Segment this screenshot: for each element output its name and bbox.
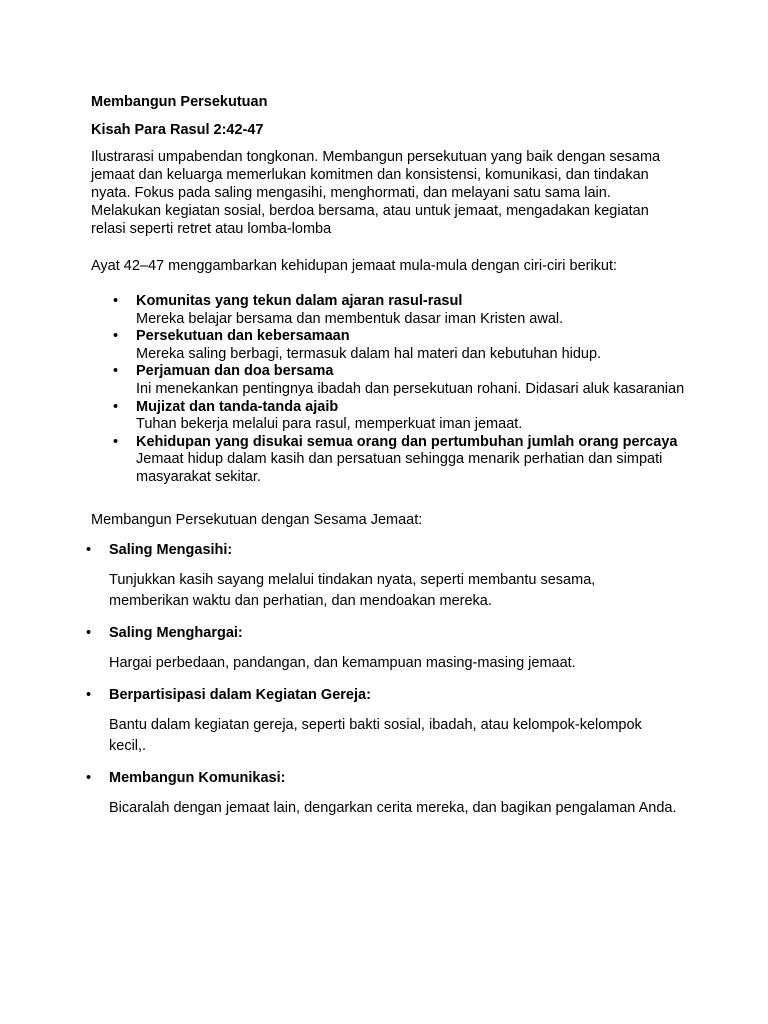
feature-description: Mereka belajar bersama dan membentuk dasar iman Kristen awal. <box>136 310 564 327</box>
section-heading: Membangun Persekutuan dengan Sesama Jemaat: <box>91 511 423 528</box>
intro-paragraph: Ilustrarasi umpabendan tongkonan. Membangun persekutuan yang baik dengan sesama jemaat dan keluarga memerlukan komitmen dan konsistensi, komunikasi, dan tindakan nyata. Fokus pada saling mengasihi, menghormati, dan melayani satu sama lain. Melakukan kegiatan sosial, berdoa bersama, atau untuk jemaat, mengadakan kegiatan relasi seperti retret atau lomba-lomba <box>91 149 661 237</box>
point-description: Tunjukkan kasih sayang melalui tindakan nyata, seperti membantu sesama, memberikan waktu dan perhatian, dan mendoakan mereka. <box>109 571 596 609</box>
list-item <box>113 433 691 487</box>
list-item <box>86 624 691 674</box>
point-heading: Berpartisipasi dalam Kegiatan Gereja: <box>109 686 371 703</box>
feature-description: Mereka saling berbagi, termasuk dalam hal materi dan kebutuhan hidup. <box>136 345 602 362</box>
feature-description: Ini menekankan pentingnya ibadah dan persekutuan rohani. Didasari aluk kasaranian <box>136 380 685 397</box>
point-description: Hargai perbedaan, pandangan, dan kemampuan masing-masing jemaat. <box>109 654 576 671</box>
verses-intro: Ayat 42–47 menggambarkan kehidupan jemaat mula-mula dengan ciri-ciri berikut: <box>91 258 618 274</box>
bullet-icon: • <box>113 363 119 380</box>
bullet-icon: • <box>86 624 92 641</box>
feature-description: Tuhan bekerja melalui para rasul, memperkuat iman jemaat. <box>136 416 523 433</box>
list-item <box>113 363 691 398</box>
point-description: Bantu dalam kegiatan gereja, seperti bakti sosial, ibadah, atau kelompok-kelompok kecil,. <box>109 716 642 754</box>
bullet-icon: • <box>113 328 119 345</box>
document-title: Membangun Persekutuan <box>91 94 268 110</box>
point-description: Bicaralah dengan jemaat lain, dengarkan cerita mereka, dan bagikan pengalaman Anda. <box>109 799 677 816</box>
document-page <box>86 93 691 819</box>
bullet-icon: • <box>113 293 119 309</box>
bullet-icon: • <box>86 769 92 786</box>
point-heading: Saling Menghargai: <box>109 624 243 641</box>
feature-heading: Perjamuan dan doa bersama <box>136 363 334 380</box>
list-item <box>86 686 691 757</box>
bullet-icon: • <box>113 433 119 450</box>
list-item <box>86 541 691 612</box>
list-item <box>113 398 691 434</box>
feature-heading: Komunitas yang tekun dalam ajaran rasul-rasul <box>136 293 463 309</box>
feature-heading: Persekutuan dan kebersamaan <box>136 328 350 345</box>
list-item <box>113 293 691 328</box>
bullet-icon: • <box>113 398 119 415</box>
point-heading: Membangun Komunikasi: <box>109 769 286 786</box>
bullet-icon: • <box>86 686 92 703</box>
features-list <box>91 293 691 487</box>
list-item <box>113 328 691 363</box>
feature-heading: Mujizat dan tanda-tanda ajaib <box>136 398 339 415</box>
bullet-icon: • <box>86 541 92 558</box>
point-heading: Saling Mengasihi: <box>109 541 233 558</box>
list-item <box>86 769 691 819</box>
feature-heading: Kehidupan yang disukai semua orang dan pertumbuhan jumlah orang percaya <box>136 433 678 450</box>
document-subtitle: Kisah Para Rasul 2:42-47 <box>91 122 264 138</box>
feature-description: Jemaat hidup dalam kasih dan persatuan sehingga menarik perhatian dan simpati masyarakat sekitar. <box>136 451 663 485</box>
